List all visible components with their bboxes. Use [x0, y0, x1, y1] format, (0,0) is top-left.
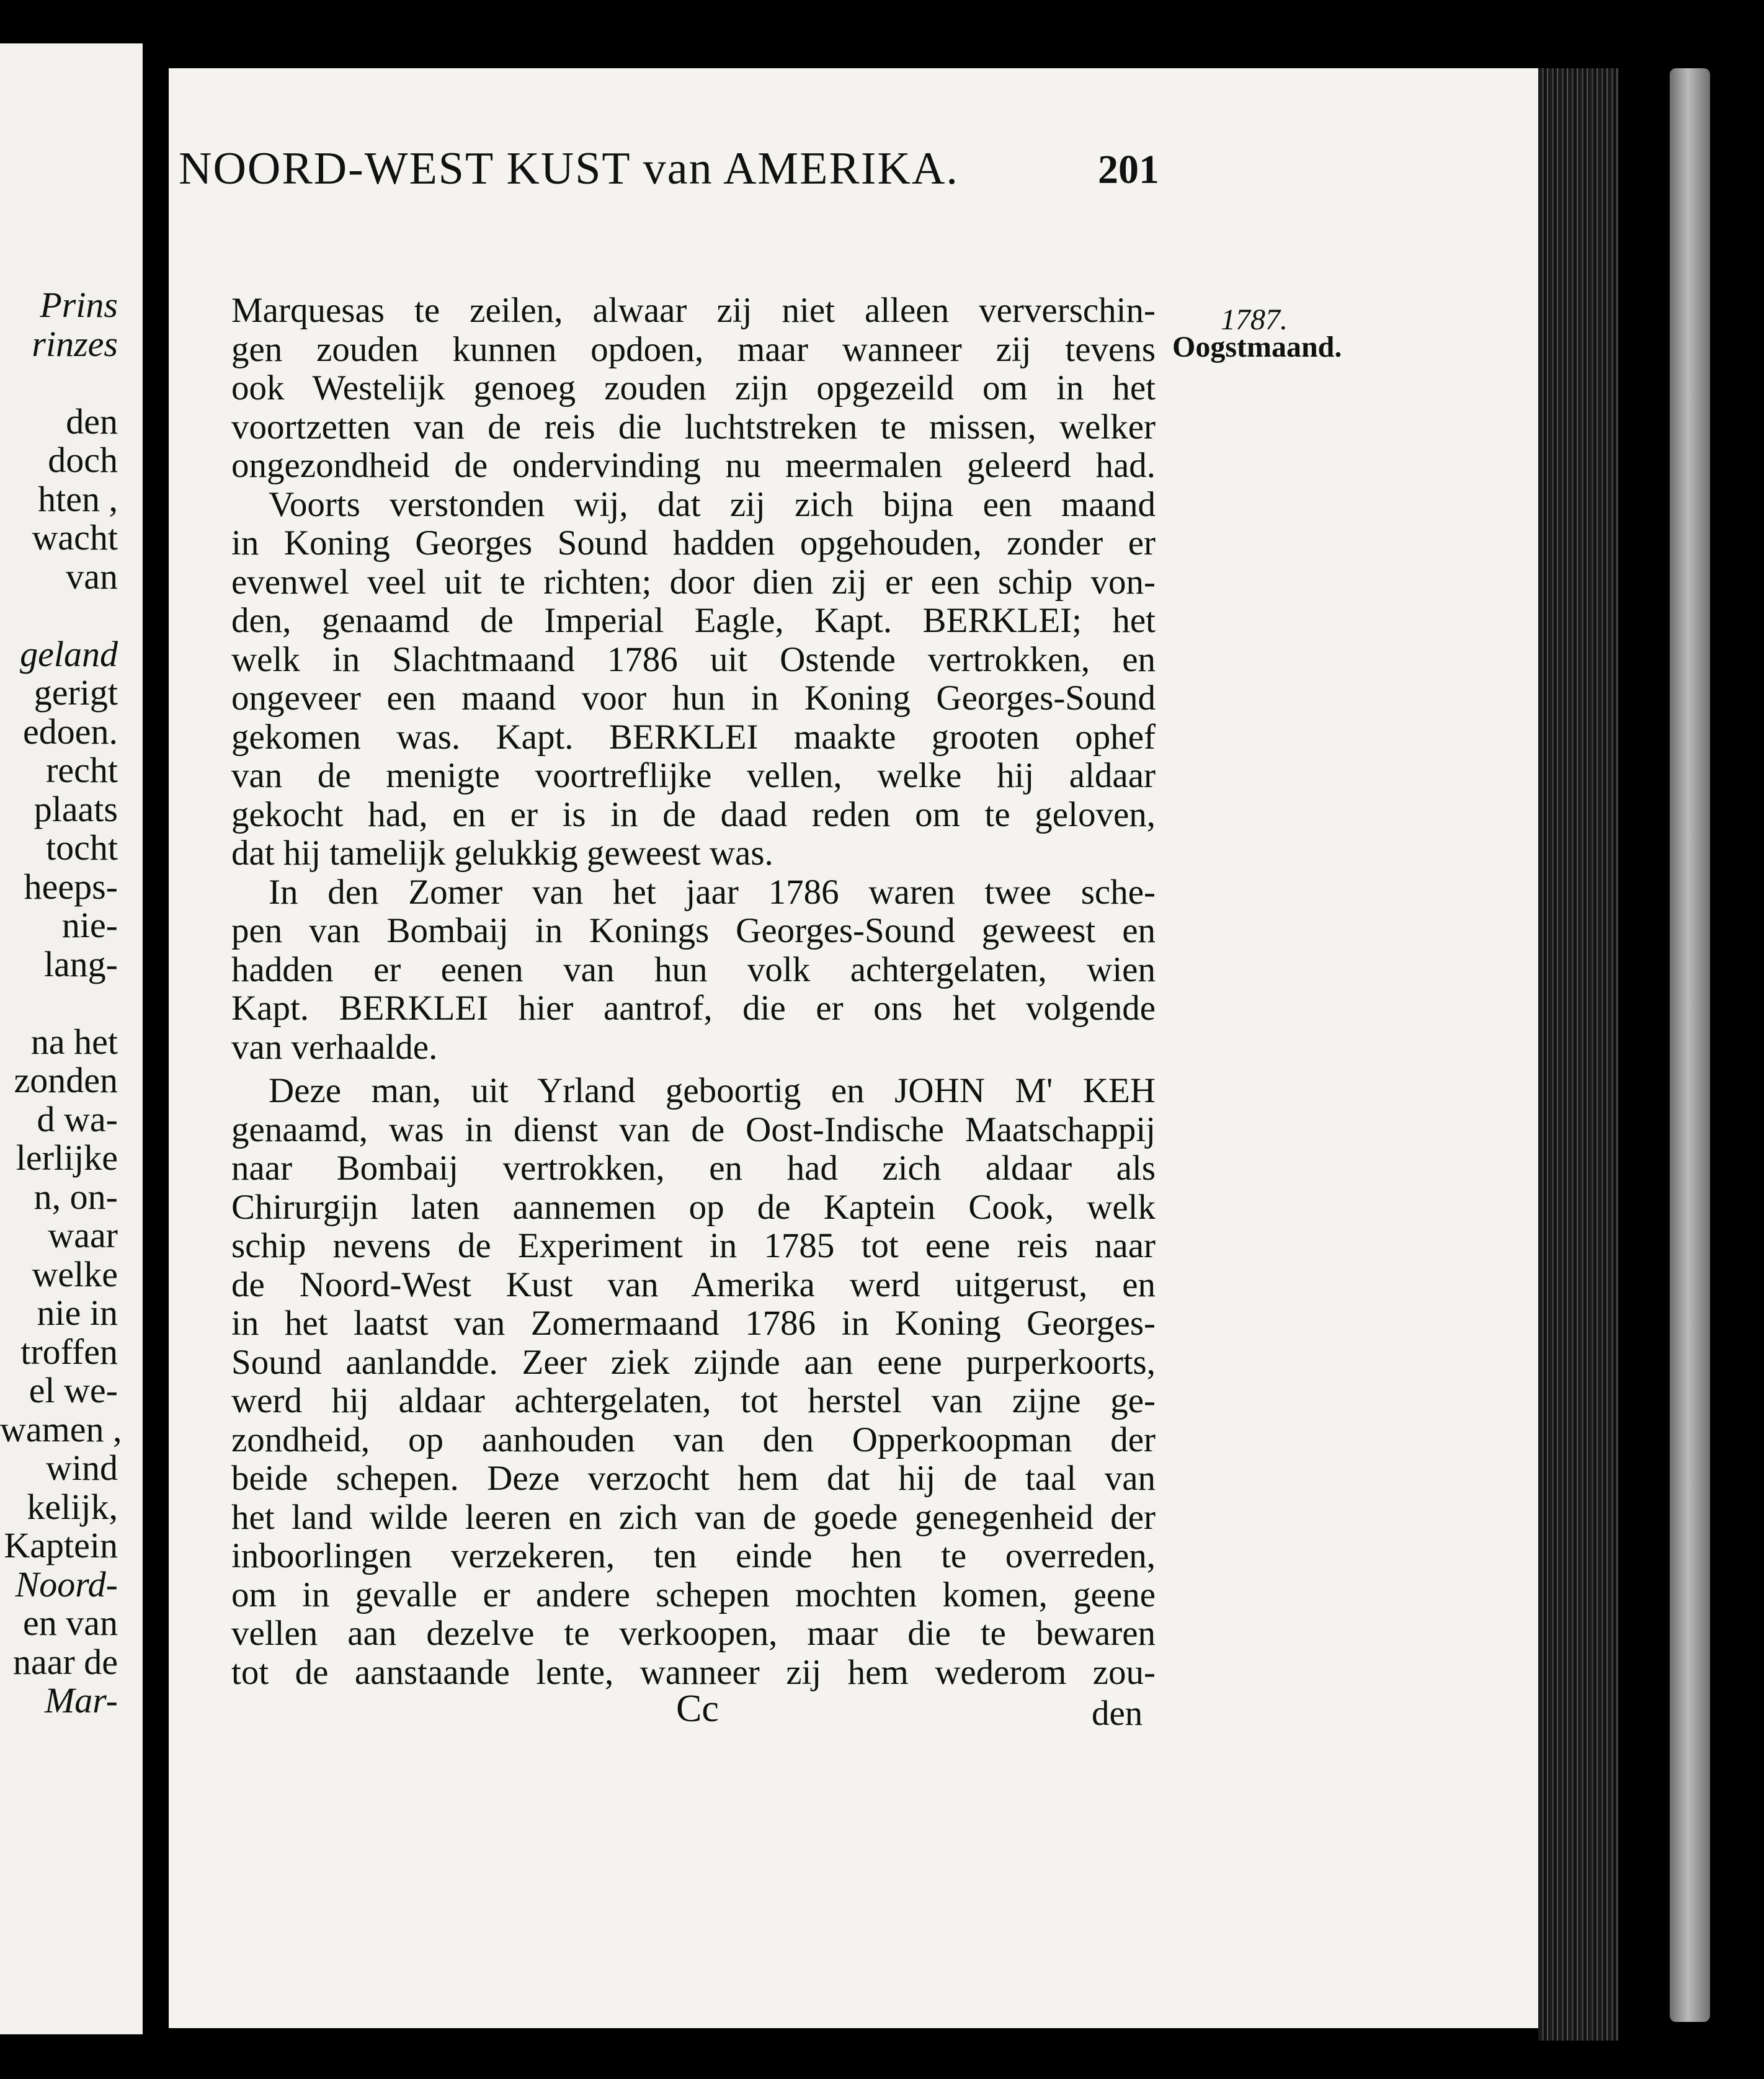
facing-page-line: troffen [20, 1331, 118, 1372]
catchword: den [1092, 1694, 1143, 1733]
text-line: gekomen was. Kapt. BERKLEI maakte grooten ophef [231, 717, 1156, 757]
book-cover-edge [1670, 68, 1710, 2022]
facing-page-line: doch [48, 440, 118, 480]
facing-page-line: rinzes [32, 323, 118, 364]
facing-page-line: plaats [33, 788, 118, 829]
facing-page-line: kelijk, [27, 1486, 118, 1527]
facing-page-line: zonden [14, 1060, 118, 1100]
signature-mark: Cc [676, 1688, 719, 1730]
facing-page-line: Prins [40, 285, 118, 325]
text-line: in het laatst van Zomermaand 1786 in Koning Georges- [231, 1304, 1156, 1343]
facing-page-line: welke [32, 1253, 118, 1294]
facing-page-line: el we- [29, 1370, 118, 1410]
page-edges [1538, 68, 1619, 2041]
text-line: naar Bombaij vertrokken, en had zich aldaar als [231, 1149, 1156, 1188]
facing-page-line: Kaptein [4, 1525, 118, 1565]
text-line: ook Westelijk genoeg zouden zijn opgezeild om in het [231, 368, 1156, 407]
facing-page-line: Mar- [44, 1680, 118, 1721]
text-line: om in gevalle er andere schepen mochten komen, geene [231, 1575, 1156, 1614]
text-line: Deze man, uit Yrland geboortig en JOHN M' KEH [269, 1071, 1156, 1110]
facing-page-line: van [66, 556, 118, 597]
facing-page-line: Noord- [15, 1564, 118, 1605]
facing-page-line: gerigt [33, 672, 118, 713]
text-line: gen zouden kunnen opdoen, maar wanneer zij tevens [231, 329, 1156, 369]
facing-page-line: wamen , [0, 1409, 122, 1449]
facing-page-line: d wa- [37, 1098, 118, 1139]
text-line: vellen aan dezelve te verkoopen, maar die te bewaren [231, 1614, 1156, 1653]
facing-page-line: edoen. [23, 711, 118, 752]
facing-page-line: wind [46, 1448, 118, 1488]
facing-page-line: tocht [46, 827, 118, 868]
text-line: evenwel veel uit te richten; door dien zij er een schip von- [231, 562, 1156, 602]
facing-page-line: na het [30, 1021, 118, 1062]
text-line: voortzetten van de reis die luchtstreken te missen, welker [231, 407, 1156, 447]
text-line: in Koning Georges Sound hadden opgehouden, zonder er [231, 523, 1156, 563]
text-line: Kapt. BERKLEI hier aantrof, die er ons het volgende [231, 989, 1156, 1028]
text-line: Sound aanlandde. Zeer ziek zijnde aan eene purperkoorts, [231, 1342, 1156, 1382]
text-line: Chirurgijn laten aannemen op de Kaptein Cook, welk [231, 1187, 1156, 1227]
text-line: Voorts verstonden wij, dat zij zich bijna een maand [269, 484, 1156, 524]
text-line: schip nevens de Experiment in 1785 tot eene reis naar [231, 1226, 1156, 1265]
body-text [231, 292, 1156, 1692]
facing-page-line: recht [46, 750, 118, 790]
text-line: van verhaalde. [231, 1027, 438, 1067]
text-line: genaamd, was in dienst van de Oost-Indische Maatschappij [231, 1110, 1156, 1149]
text-line: ongeveer een maand voor hun in Koning Georges-Sound [231, 679, 1156, 718]
facing-page-line: naar de [12, 1641, 118, 1682]
facing-page-line: wacht [32, 517, 118, 558]
text-line: werd hij aldaar achtergelaten, tot herstel van zijne ge- [231, 1381, 1156, 1420]
text-line: den, genaamd de Imperial Eagle, Kapt. BERKLEI; het [231, 601, 1156, 640]
margin-note-year: 1787. [1221, 303, 1288, 336]
text-line: Marquesas te zeilen, alwaar zij niet alleen ververschin- [231, 291, 1156, 330]
running-head: NOORD-WEST KUST van AMERIKA. [179, 143, 959, 194]
facing-page-line: waar [48, 1215, 118, 1255]
facing-page-line: geland [20, 633, 118, 674]
margin-note-month: Oogstmaand. [1172, 331, 1342, 363]
text-line: dat hij tamelijk gelukkig geweest was. [231, 834, 773, 873]
text-line: tot de aanstaande lente, wanneer zij hem wederom zou- [231, 1652, 1156, 1692]
facing-page-line: nie- [61, 905, 118, 945]
facing-page-line: lang- [43, 943, 118, 984]
text-line: gekocht had, en er is in de daad reden om te geloven, [231, 795, 1156, 834]
facing-page-line: n, on- [33, 1176, 118, 1217]
text-line: hadden er eenen van hun volk achtergelaten, wien [231, 950, 1156, 989]
text-line: In den Zomer van het jaar 1786 waren twee sche- [269, 872, 1156, 912]
text-line: het land wilde leeren en zich van de goede genegenheid der [231, 1497, 1156, 1537]
facing-page-line: hten , [38, 478, 118, 519]
text-line: beide schepen. Deze verzocht hem dat hij de taal van [231, 1459, 1156, 1498]
facing-page-line: en van [23, 1603, 118, 1643]
facing-page-line: heeps- [24, 866, 118, 907]
facing-page-line: lerlijke [16, 1137, 118, 1178]
facing-page-line: nie in [37, 1293, 118, 1333]
facing-page-line: den [66, 401, 118, 442]
text-line: ongezondheid de ondervinding nu meermalen geleerd had. [231, 446, 1156, 485]
facing-page-fragment [0, 43, 143, 2034]
text-line: inboorlingen verzekeren, ten einde hen te overreden, [231, 1536, 1156, 1575]
text-line: de Noord-West Kust van Amerika werd uitgerust, en [231, 1265, 1156, 1304]
text-line: van de menigte voortreflijke vellen, welke hij aldaar [231, 756, 1156, 795]
text-line: zondheid, op aanhouden van den Opperkoopman der [231, 1420, 1156, 1459]
text-line: pen van Bombaij in Konings Georges-Sound geweest en [231, 911, 1156, 950]
page-number: 201 [1098, 147, 1159, 192]
text-line: welk in Slachtmaand 1786 uit Ostende vertrokken, en [231, 639, 1156, 679]
